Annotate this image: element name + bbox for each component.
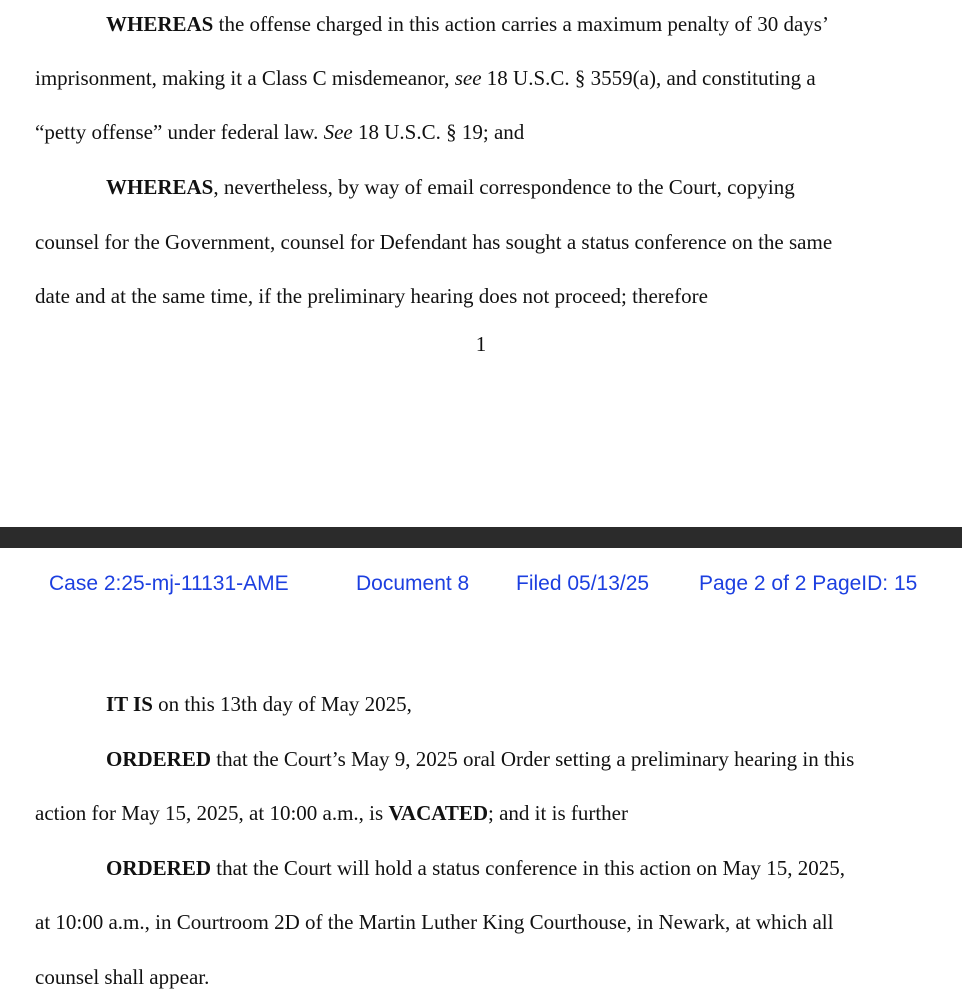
paragraph-text: that the Court’s May 9, 2025 oral Order setting a preliminary hearing in this <box>211 747 855 771</box>
paragraph-whereas-email-line-1 <box>106 175 795 199</box>
citation-signal: See <box>323 120 353 144</box>
paragraph-text: 18 U.S.C. § 3559(a), and constituting a <box>481 66 816 90</box>
header-document-number: Document 8 <box>356 572 470 595</box>
paragraph-whereas-penalty-line-3 <box>35 120 524 144</box>
paragraph-text: that the Court will hold a status conference in this action on May 15, 2025, <box>211 856 845 880</box>
header-page-id: Page 2 of 2 PageID: 15 <box>699 572 918 595</box>
paragraph-text: ; and it is further <box>488 801 628 825</box>
whereas-keyword: WHEREAS <box>106 175 214 199</box>
paragraph-whereas-penalty-line-2 <box>35 66 816 90</box>
whereas-keyword: WHEREAS <box>106 12 214 36</box>
paragraph-it-is <box>106 692 412 716</box>
paragraph-ordered-conference-line-2: at 10:00 a.m., in Courtroom 2D of the Martin Luther King Courthouse, in Newark, at which all <box>35 910 834 934</box>
ecf-filing-header <box>0 571 962 597</box>
ordered-keyword: ORDERED <box>106 747 212 771</box>
vacated-keyword: VACATED <box>388 801 489 825</box>
paragraph-whereas-email-line-2: counsel for the Government, counsel for Defendant has sought a status conference on the same <box>35 230 833 254</box>
it-is-keyword: IT IS <box>106 692 153 716</box>
paragraph-whereas-penalty-line-1 <box>106 12 829 36</box>
header-case-number: Case 2:25-mj-11131-AME <box>49 572 289 595</box>
paragraph-text: imprisonment, making it a Class C misdemeanor, <box>35 66 455 90</box>
paragraph-text: 18 U.S.C. § 19; and <box>352 120 525 144</box>
paragraph-text: action for May 15, 2025, at 10:00 a.m., is <box>35 801 389 825</box>
header-filed-date: Filed 05/13/25 <box>516 572 650 595</box>
paragraph-text: , nevertheless, by way of email correspondence to the Court, copying <box>213 175 795 199</box>
paragraph-whereas-email-line-3: date and at the same time, if the preliminary hearing does not proceed; therefore <box>35 284 708 308</box>
paragraph-ordered-conference-line-3: counsel shall appear. <box>35 965 210 989</box>
paragraph-ordered-conference-line-1 <box>106 856 845 880</box>
page-separator <box>0 527 962 548</box>
paragraph-ordered-vacated-line-1 <box>106 747 854 771</box>
paragraph-text: on this 13th day of May 2025, <box>152 692 412 716</box>
page-number: 1 <box>475 332 487 356</box>
citation-signal: see <box>454 66 482 90</box>
paragraph-text: the offense charged in this action carries a maximum penalty of 30 days’ <box>213 12 829 36</box>
ordered-keyword: ORDERED <box>106 856 212 880</box>
paragraph-ordered-vacated-line-2 <box>35 801 628 825</box>
paragraph-text: “petty offense” under federal law. <box>35 120 324 144</box>
